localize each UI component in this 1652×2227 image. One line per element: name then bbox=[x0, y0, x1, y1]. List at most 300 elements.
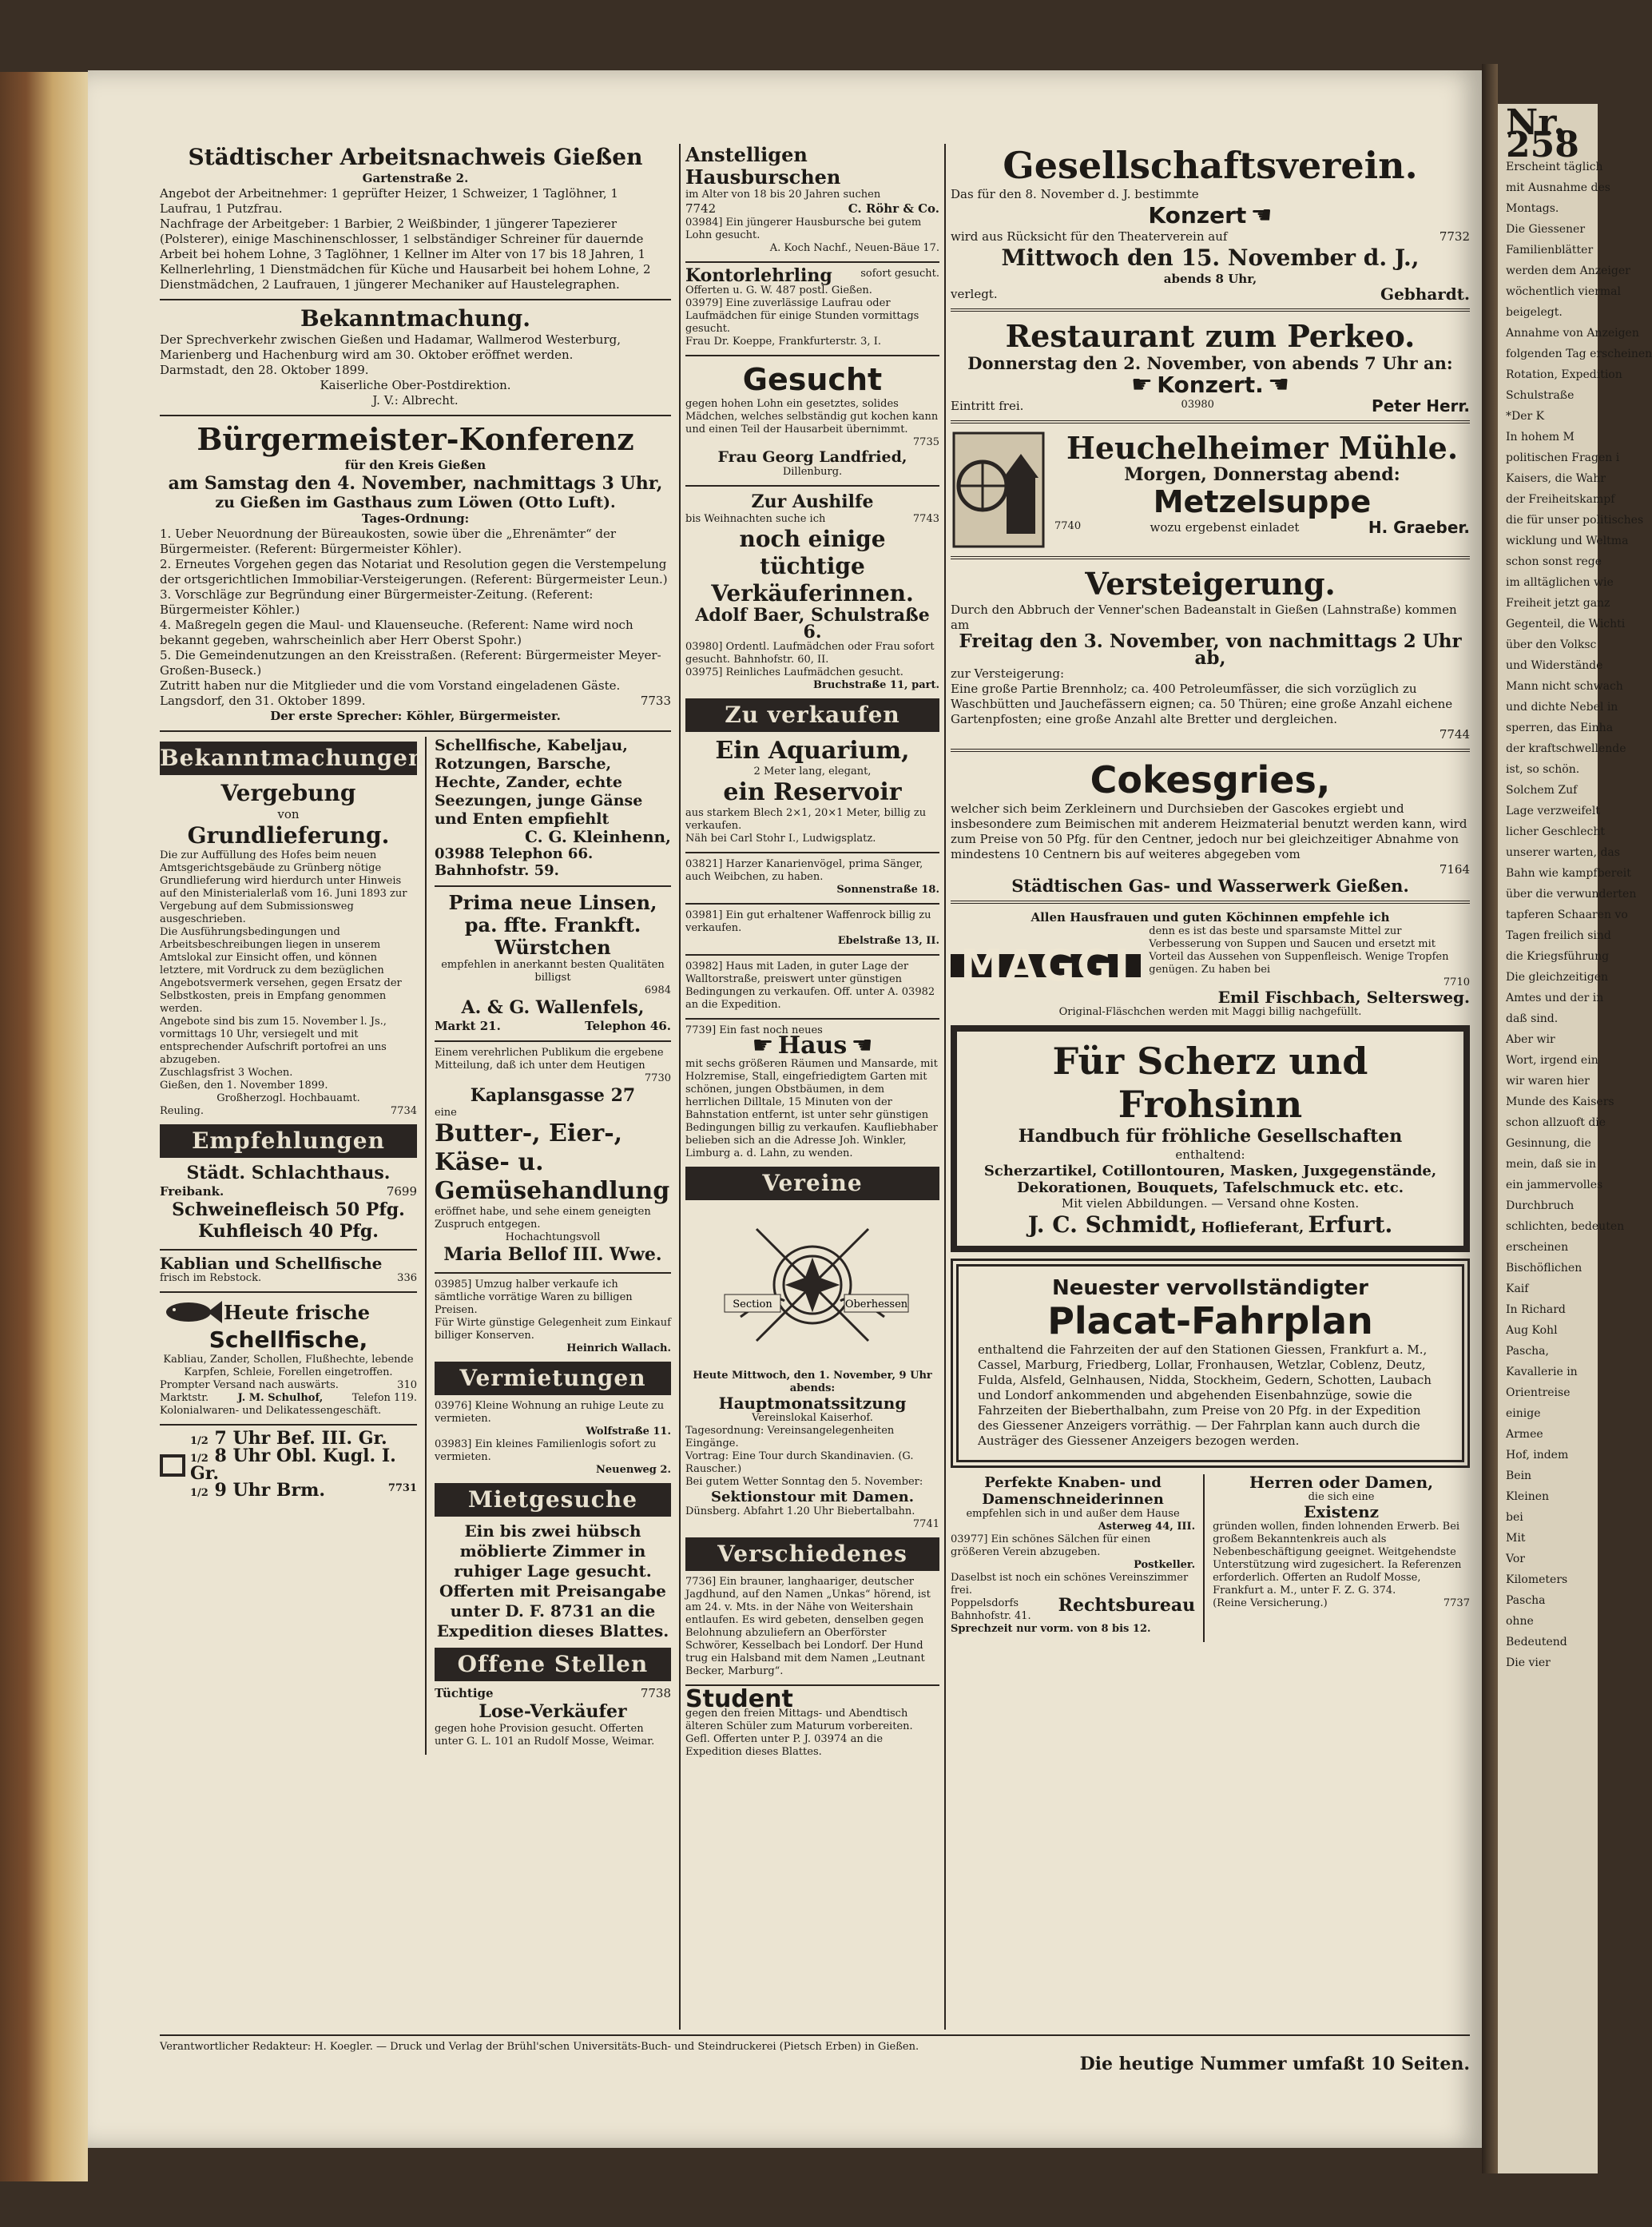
ad-text: Dünsberg. Abfahrt 1.20 Uhr Biebertalbahn. bbox=[685, 1505, 915, 1517]
agenda-item: 3. Vorschläge zur Begründung einer Bürgermeister-Zeitung. (Referent: Bürgermeister Köhler.) bbox=[160, 587, 594, 617]
ad-text: Kabliau, Zander, Schollen, Flußhechte, lebende Karpfen, Schleie, Forellen eingetroffen. bbox=[163, 1354, 414, 1378]
ad-text: Vereinslokal Kaiserhof. bbox=[752, 1412, 873, 1424]
ad-text: sofort gesucht. bbox=[860, 268, 939, 280]
ad-addr: Wolfstraße 11. bbox=[586, 1426, 671, 1438]
notice-text: Zutritt haben nur die Mitglieder und die vom Vorstand eingeladenen Gäste. bbox=[160, 678, 621, 693]
ad-text: Eine große Partie Brennholz; ca. 400 Petroleumfässer, die sich vorzüglich zu Waschbütten und Jauchefässern eignen; ca. 50 Thüren; eine große Anzahl eichene Gartenpfosten; eine große Anzahl alte Bretter und dergleichen. bbox=[951, 682, 1453, 726]
next-page-line: Mann nicht schwach bbox=[1506, 680, 1623, 693]
ad-title: Restaurant zum Perkeo. bbox=[1005, 318, 1416, 354]
ad-text: wird aus Rücksicht für den Theaterverein auf bbox=[951, 229, 1228, 244]
ad-text: frisch im Rebstock. bbox=[160, 1272, 262, 1284]
ad-text: 03980] Ordentl. Laufmädchen oder Frau sofort gesucht. Bahnhofstr. 60, II. bbox=[685, 641, 935, 666]
ad-addr: Asterweg 44, III. bbox=[1098, 1521, 1196, 1533]
ad-text: 03983] Ein kleines Familienlogis sofort zu vermieten. bbox=[434, 1438, 657, 1463]
next-page-line: Armee bbox=[1506, 1428, 1543, 1441]
ad-text: Morgen, Donnerstag abend: bbox=[1124, 464, 1400, 485]
ad-text: 7736] Ein brauner, langhaariger, deutscher Jagdhund, auf den Namen „Unkas“ hörend, ist am 24. v. Mts. in der Nähe von Weitershain entlaufen. Es wird gebeten, denselben gegen Belohnung abzuliefern an Oberförster Schwörer, Kesselbach bei Londorf. Der Hund trug ein Halsband mit dem Namen „Leutnant Becker, Marburg“. bbox=[685, 1576, 931, 1677]
ad-text: 03985] Umzug halber verkaufe ich sämtliche vorrätige Waren zu billigen Preisen. bbox=[434, 1279, 633, 1316]
notice-office: Kaiserliche Ober-Postdirektion. bbox=[320, 378, 511, 392]
ad-sign: Gebhardt. bbox=[1380, 284, 1470, 304]
next-page-line: tapferen Schaaren vo bbox=[1506, 909, 1628, 921]
ad-title: Schellfische, bbox=[208, 1326, 368, 1353]
ad-text: eröffnet habe, und sehe einem geneigten Zuspruch entgegen. bbox=[434, 1206, 651, 1231]
ad-title: Städtischer Arbeitsnachweis Gießen bbox=[188, 144, 643, 170]
ad-heuchelheim bbox=[951, 430, 1470, 550]
ad-text: Allen Hausfrauen und guten Köchinnen empfehle ich bbox=[1031, 910, 1390, 925]
ad-text: 03975] Reinliches Laufmädchen gesucht. bbox=[685, 666, 903, 678]
ad-title: Zur Aushilfe bbox=[751, 491, 874, 512]
ad-text: Heute Mittwoch, den 1. November, 9 Uhr abends: bbox=[693, 1370, 932, 1394]
ad-alpenverein bbox=[685, 1205, 939, 1531]
ad-text: eine bbox=[434, 1107, 457, 1119]
ad-firm: Frau Georg Landfried, bbox=[717, 448, 907, 466]
ad-text: empfehlen in anerkannt besten Qualitäten billigst bbox=[441, 959, 665, 984]
next-page-line: werden dem Anzeiger bbox=[1506, 264, 1630, 277]
ad-text: Angebot der Arbeitnehmer: 1 geprüfter Heizer, 1 Schweizer, 1 Taglöhner, 1 Laufrau, 1 Putzfrau. bbox=[160, 186, 618, 216]
ad-harzer bbox=[685, 858, 939, 897]
square-icon bbox=[160, 1454, 185, 1477]
subcolumn-left bbox=[160, 737, 426, 1755]
ad-sign: Peter Herr. bbox=[1372, 396, 1470, 416]
next-page-line: mein, daß sie in bbox=[1506, 1158, 1596, 1171]
next-page-line: *Der K bbox=[1506, 410, 1545, 423]
ad-number: 7730 bbox=[644, 1072, 671, 1084]
ad-number: 7744 bbox=[1439, 727, 1470, 742]
ad-title: Rechtsbureau bbox=[1058, 1595, 1196, 1616]
next-page-line: ohne bbox=[1506, 1615, 1534, 1628]
ad-number: 7734 bbox=[390, 1105, 417, 1117]
next-page-line: Die vier bbox=[1506, 1656, 1551, 1669]
ad-kabliau bbox=[160, 1255, 417, 1285]
ad-number: 7735 bbox=[912, 436, 939, 448]
ad-text: 2 Meter lang, elegant, bbox=[753, 766, 872, 777]
ad-text: 03979] Eine zuverlässige Laufrau oder Laufmädchen für einige Stunden vormittags gesucht. bbox=[685, 297, 919, 335]
next-page-line: Solchem Zuf bbox=[1506, 784, 1578, 797]
ad-text: Marktstr. bbox=[160, 1392, 209, 1404]
next-page-line: bei bbox=[1506, 1511, 1523, 1524]
ad-text: 9 Uhr Brm. bbox=[214, 1480, 326, 1501]
ad-text: empfehlen sich in und außer dem Hause bbox=[966, 1508, 1180, 1520]
notice-title: Bürgermeister-Konferenz bbox=[197, 421, 634, 457]
ad-title: Gesellschaftsverein. bbox=[1003, 144, 1418, 187]
ad-text: im Alter von 18 bis 20 Jahren suchen bbox=[685, 189, 881, 201]
ad-firm: Adolf Baer, Schulstraße 6. bbox=[695, 605, 930, 642]
notice-text: Zuschlagsfrist 3 Wochen. bbox=[160, 1067, 293, 1079]
ad-text: abends 8 Uhr, bbox=[1163, 272, 1257, 286]
ad-vermietungen bbox=[435, 1400, 671, 1477]
ad-schellfische bbox=[160, 1298, 417, 1418]
ad-text: Kolonialwaren- und Delikatessengeschäft. bbox=[160, 1405, 382, 1417]
ad-title: Ein Aquarium, bbox=[715, 737, 910, 765]
ad-addr: Ebelstraße 13, II. bbox=[837, 935, 939, 947]
ad-title: Butter-, Eier-, Käse- u. Gemüsehandlung bbox=[434, 1119, 670, 1205]
next-page bbox=[1498, 102, 1652, 2173]
ad-text: 7 Uhr Bef. III. Gr. bbox=[214, 1428, 387, 1449]
ad-text: 03977] Ein schönes Sälchen für einen größeren Verein abzugeben. bbox=[951, 1533, 1151, 1558]
next-page-line: Orientreise bbox=[1506, 1386, 1571, 1399]
ad-firm: C. Röhr & Co. bbox=[848, 201, 939, 216]
ad-text: Einem verehrlichen Publikum die ergebene Mitteilung, daß ich unter dem Heutigen bbox=[434, 1047, 664, 1072]
ad-jagdhund bbox=[685, 1576, 939, 1678]
ad-title: Haus bbox=[777, 1032, 848, 1060]
ad-title: Sektionstour mit Damen. bbox=[710, 1489, 915, 1505]
ad-text: Hochachtungsvoll bbox=[505, 1231, 601, 1243]
ad-text: verlegt. bbox=[951, 287, 998, 301]
notice-date: Darmstadt, den 28. Oktober 1899. bbox=[160, 363, 369, 377]
agenda-item: 2. Erneutes Vorgehen gegen das Notariat und Resolution gegen die Verstempelung der ortsgerichtlichen Immobiliar-Versteigerungen. (Referent: Bürgermeister Leun.) bbox=[160, 557, 668, 587]
ad-firm: A. & G. Wallenfels, bbox=[461, 997, 645, 1018]
section-banner: Zu verkaufen bbox=[685, 698, 939, 732]
ad-text: 03821] Harzer Kanarienvögel, prima Sänger, auch Weibchen, zu haben. bbox=[685, 858, 923, 883]
ad-title: Student bbox=[685, 1685, 793, 1713]
ad-text: Durch den Abbruch der Venner'schen Badeanstalt in Gießen (Lahnstraße) kommen am bbox=[951, 602, 1457, 632]
ad-number: 7733 bbox=[640, 694, 671, 708]
next-page-line: Aug Kohl bbox=[1506, 1324, 1558, 1337]
next-page-line: Bahn wie kampfbereit bbox=[1506, 867, 1631, 880]
ad-number: 7737 bbox=[1443, 1597, 1470, 1609]
next-page-line: die für unser politisches bbox=[1506, 514, 1644, 527]
notice-subtitle: Grundlieferung. bbox=[187, 822, 390, 849]
ad-text: 1/2 bbox=[190, 1487, 208, 1499]
section-banner: Verschiedenes bbox=[685, 1537, 939, 1571]
next-page-line: und Widerstände bbox=[1506, 659, 1603, 672]
ad-title: Heuchelheimer Mühle. bbox=[1066, 430, 1459, 466]
ad-number: 7732 bbox=[1439, 229, 1470, 244]
page-count: Die heutige Nummer umfaßt 10 Seiten. bbox=[1079, 2054, 1470, 2074]
next-page-line: schon allzuoft die bbox=[1506, 1116, 1606, 1129]
ad-number: 7741 bbox=[912, 1518, 939, 1530]
ad-text: zur Versteigerung: bbox=[951, 666, 1065, 681]
ad-title: Kablian und Schellfische bbox=[160, 1254, 383, 1273]
ad-text: denn es ist das beste und sparsamste Mittel zur Verbesserung von Suppen und Saucen und ersetzt mit Vorteil das Aussehen von Suppenfleisch. Wenige Tropfen genügen. Zu haben bei bbox=[1149, 925, 1449, 976]
next-page-line: erscheinen bbox=[1506, 1241, 1569, 1254]
fish-icon bbox=[160, 1298, 224, 1326]
next-page-line: unserer warten, das bbox=[1506, 846, 1620, 859]
next-page-line: politischen Fragen i bbox=[1506, 451, 1620, 464]
next-page-line: Tagen freilich sind bbox=[1506, 929, 1611, 942]
ad-firm: Emil Fischbach, Seltersweg. bbox=[1217, 988, 1470, 1007]
notice-office: Großherzogl. Hochbauamt. bbox=[216, 1092, 360, 1104]
ad-text: Hoflieferant, bbox=[1201, 1219, 1305, 1236]
ad-mietgesuch: Ein bis zwei hübsch möblierte Zimmer in ruhiger Lage gesucht. Offerten mit Preisangabe unter D. F. 8731 an die Expedition dieses Blattes. bbox=[436, 1521, 669, 1640]
next-page-line: Die Giessener bbox=[1506, 223, 1586, 236]
ad-title: Cokesgries, bbox=[1090, 758, 1331, 801]
next-page-line: ein jammervolles bbox=[1506, 1179, 1603, 1191]
notice-place: zu Gießen im Gasthaus zum Löwen (Otto Luft). bbox=[215, 494, 616, 511]
pointing-hand-icon: ☚ bbox=[851, 1032, 873, 1060]
next-page-line: die Kriegsführung bbox=[1506, 950, 1610, 963]
section-banner: Mietgesuche bbox=[435, 1483, 671, 1517]
ad-text: Vortrag: Eine Tour durch Skandinavien. (G. Rauscher.) bbox=[685, 1450, 914, 1475]
ad-text: Gefl. Offerten unter P. J. 03974 an die Expedition dieses Blattes. bbox=[685, 1733, 884, 1758]
next-page-line: der Freiheitskampf bbox=[1506, 493, 1615, 506]
ad-addr: Näh bei Carl Stohr I., Ludwigsplatz. bbox=[685, 833, 876, 845]
mill-illustration-icon bbox=[951, 430, 1046, 550]
ad-text: enthaltend die Fahrzeiten der auf den Stationen Giessen, Frankfurt a. M., Cassel, Marburg, Friedberg, Lollar, Fronhausen, Wetzlar, Coblenz, Deutz, Fulda, Alsfeld, Gelnhausen, Nidda, Stockheim, Gedern, Schotten, Laubach und Londorf ankommenden und abgehenden Eisenbahnzüge, sowie die Fahrzeiten der Bieberthalbahn, zum Preise von 20 Pfg. in der Expedition des Giessener Anzeigers vorräthig. — Der Fahrplan kann auch durch die Austräger des Giessener Anzeigers bezogen werden. bbox=[978, 1342, 1432, 1448]
ad-number: 7731 bbox=[387, 1482, 417, 1494]
pointing-hand-icon: ☚ bbox=[1268, 371, 1290, 399]
ad-hausburschen bbox=[685, 144, 939, 255]
ad-title: Schellfische, Kabeljau, Rotzungen, Barsche, Hechte, Zander, echte Seezungen, junge Gänse und Enten empfiehlt bbox=[434, 737, 643, 828]
ad-number: 7742 bbox=[685, 201, 717, 216]
section-banner: Empfehlungen bbox=[160, 1124, 417, 1158]
next-page-line: Familienblätter bbox=[1506, 244, 1594, 257]
column-1 bbox=[160, 144, 671, 1755]
next-page-line: Annahme von Anzeigen bbox=[1506, 327, 1639, 340]
ad-title: Herren oder Damen, bbox=[1249, 1473, 1434, 1492]
next-page-line: Kavallerie in bbox=[1506, 1366, 1578, 1378]
next-page-line: und dichte Nebel in bbox=[1506, 701, 1618, 714]
next-page-line: licher Geschlecht bbox=[1506, 825, 1605, 838]
next-page-content bbox=[1498, 102, 1652, 1681]
ad-firm: J. M. Schulhof, bbox=[237, 1392, 324, 1404]
ad-price: Schweinefleisch 50 Pfg. bbox=[172, 1199, 405, 1220]
ad-kontorlehrling bbox=[685, 265, 939, 348]
ad-text: gegen hohen Lohn ein gesetztes, solides Mädchen, welches selbständig gut kochen kann und einen Teil der Hausarbeit übernimmt. bbox=[685, 398, 939, 435]
pointing-hand-icon: ☛ bbox=[752, 1032, 774, 1060]
next-page-line: Bischöflichen bbox=[1506, 1262, 1583, 1275]
next-page-line: Rotation, Expedition bbox=[1506, 368, 1622, 381]
next-page-number: Nr. 258 bbox=[1506, 102, 1579, 165]
ad-text: gegen hohe Provision gesucht. Offerten unter G. L. 101 an Rudolf Mosse, Weimar. bbox=[434, 1723, 655, 1748]
ad-existenz bbox=[1213, 1474, 1470, 1610]
ad-title: Perfekte Knaben- und Damenschneiderinnen bbox=[982, 1474, 1164, 1508]
ad-text: Offerten u. G. W. 487 postl. Gießen. bbox=[685, 284, 872, 296]
ad-text: 8 Uhr Obl. Kugl. I. Gr. bbox=[190, 1446, 396, 1484]
ad-sign: H. Graeber. bbox=[1368, 518, 1470, 537]
ad-text: Daselbst ist noch ein schönes Vereinszimmer frei. bbox=[951, 1572, 1189, 1597]
section-banner: Bekanntmachungen bbox=[160, 742, 417, 775]
next-page-line: Pascha bbox=[1506, 1594, 1546, 1607]
subcolumn-right bbox=[435, 737, 671, 1755]
ad-text: Markt 21. bbox=[434, 1019, 501, 1033]
ad-text: bis Weihnachten suche ich bbox=[685, 513, 826, 525]
next-page-line: Kilometers bbox=[1506, 1573, 1568, 1586]
next-page-line: beigelegt. bbox=[1506, 306, 1563, 319]
next-page-lines bbox=[1506, 157, 1652, 1673]
next-page-line: Erscheint täglich bbox=[1506, 161, 1603, 173]
ad-text: Für Wirte günstige Gelegenheit zum Einkauf billiger Konserven. bbox=[434, 1317, 671, 1342]
ad-perkeo bbox=[951, 318, 1470, 414]
ad-versteigerung bbox=[951, 566, 1470, 742]
ad-addr: Bruchstraße 11, part. bbox=[813, 679, 939, 691]
next-page-line: Die gleichzeitigen bbox=[1506, 971, 1609, 984]
ad-arbeitsnachweis bbox=[160, 144, 671, 292]
ad-title: Prima neue Linsen, pa. ffte. Frankft. Würstchen bbox=[448, 891, 657, 959]
section-banner: Offene Stellen bbox=[435, 1648, 671, 1681]
ad-text: Tüchtige bbox=[434, 1686, 494, 1700]
book-edge bbox=[0, 72, 88, 2181]
next-page-line: Kleinen bbox=[1506, 1490, 1550, 1503]
ad-number: 7710 bbox=[1443, 976, 1470, 988]
next-page-line: In Richard bbox=[1506, 1303, 1566, 1316]
column-rule bbox=[425, 737, 427, 1755]
ad-text: gegen den freien Mittags- und Abendtisch älteren Schüler zum Maturum vorbereiten. bbox=[685, 1708, 913, 1732]
ad-sign: Städtischen Gas- und Wasserwerk Gießen. bbox=[1011, 876, 1409, 896]
next-page-line: wir waren hier bbox=[1506, 1075, 1590, 1088]
next-page-line: Gesinnung, die bbox=[1506, 1137, 1591, 1150]
ad-offene-stellen bbox=[435, 1686, 671, 1748]
ad-text: Scherzartikel, Cotillontouren, Masken, Juxgegenstände, Dekorationen, Bouquets, Tafelschmuck etc. etc. bbox=[983, 1163, 1437, 1196]
ad-haus bbox=[685, 1024, 939, 1160]
ad-text: Dillenburg. bbox=[782, 466, 843, 478]
ad-text: Prompter Versand nach auswärts. bbox=[160, 1379, 339, 1391]
ad-text: Telephon 46. bbox=[585, 1019, 671, 1033]
book-gutter bbox=[1482, 64, 1498, 2173]
column-rule bbox=[1203, 1474, 1205, 1642]
next-page-line: Kaif bbox=[1506, 1283, 1529, 1295]
next-page-line: wicklung und Weltma bbox=[1506, 535, 1629, 547]
ad-text: 03988 Telephon 66. Bahnhofstr. 59. bbox=[434, 845, 594, 879]
ad-subtitle: Neuester vervollständigter bbox=[1052, 1276, 1368, 1300]
ad-title: Heute frische bbox=[224, 1300, 371, 1324]
ad-subtitle: Handbuch für fröhliche Gesellschaften bbox=[1018, 1126, 1403, 1147]
next-page-line: Gegenteil, die Wichti bbox=[1506, 618, 1626, 630]
ad-text: Original-Fläschchen werden mit Maggi billig nachgefüllt. bbox=[1058, 1006, 1362, 1018]
emblem-label: Section bbox=[733, 1298, 772, 1310]
ad-text: wozu ergebenst einladet bbox=[1150, 520, 1300, 535]
ad-text: 03981] Ein gut erhaltener Waffenrock billig zu verkaufen. bbox=[685, 909, 931, 934]
ad-text: Eintritt frei. bbox=[951, 399, 1024, 413]
next-page-line: folgenden Tag erscheinen bbox=[1506, 348, 1652, 360]
notice-text: Die Ausführungsbedingungen und Arbeitsbeschreibungen liegen in unserem Amtslokal zur Einsicht offen, und können letztere, mit Vordruck zu dem bezüglichen Angebotsvermerk versehen, gegen Ersatz der Selbstkosten, preis in Empfang genommen werden. bbox=[160, 926, 402, 1015]
agenda-item: 1. Ueber Neuordnung der Büreaukosten, sowie über die „Ehrenämter“ der Bürgermeister. (Referent: Bürgermeister Köhler). bbox=[160, 527, 617, 556]
next-page-line: ist, so schön. bbox=[1506, 763, 1580, 776]
ad-title: Versteigerung. bbox=[1085, 566, 1336, 602]
ad-text: Tagesordnung: Vereinsangelegenheiten Eingänge. bbox=[685, 1425, 895, 1450]
maggi-logo: MAGGI bbox=[951, 954, 1141, 977]
next-page-line: In hohem M bbox=[1506, 431, 1575, 443]
ad-text: enthaltend: bbox=[1175, 1147, 1245, 1162]
ad-subtitle: Gartenstraße 2. bbox=[362, 171, 469, 185]
ad-text: mit sechs größeren Räumen und Mansarde, mit Holzremise, Stall, eingefriedigtem Garten mit schönen, jungen Obstbäumen, in dem herrlichen Dilltale, 15 Minuten von der Bahnstation entfernt, ist unter sehr günstigen Bedingungen billig zu verkaufen. Kaufliebhaber belieben sich an die Adresse Joh. Winkler, Limburg a. d. Lahn, zu wenden. bbox=[685, 1058, 938, 1159]
ad-addr: Neuenweg 2. bbox=[596, 1464, 671, 1476]
ad-title: Placat-Fahrplan bbox=[1047, 1299, 1373, 1342]
ad-title: Gesucht bbox=[742, 362, 883, 397]
ad-title: Anstelligen Hausburschen bbox=[685, 143, 841, 189]
ad-placat-fahrplan bbox=[951, 1259, 1470, 1468]
notice-date: Gießen, den 1. November 1899. bbox=[160, 1080, 328, 1092]
notice-agenda-heading: Tages-Ordnung: bbox=[361, 511, 470, 526]
notice-text: Der Sprechverkehr zwischen Gießen und Hadamar, Wallmerod Westerburg, Marienberg und Hachenburg wird am 30. Oktober eröffnet werden. bbox=[160, 332, 621, 362]
column-3 bbox=[951, 144, 1470, 1642]
ad-text: Bei gutem Wetter Sonntag den 5. November: bbox=[685, 1476, 923, 1488]
ad-firm: J. C. Schmidt, bbox=[1027, 1211, 1197, 1238]
notice-date: am Samstag den 4. November, nachmittags 3 Uhr, bbox=[168, 473, 663, 494]
next-page-line: Pascha, bbox=[1506, 1345, 1549, 1358]
next-page-line: Wort, irgend ein bbox=[1506, 1054, 1598, 1067]
ad-number: 6984 bbox=[644, 984, 671, 996]
ad-date: Donnerstag den 2. November, von abends 7 Uhr an: bbox=[967, 353, 1453, 373]
ad-schneiderinnen bbox=[951, 1474, 1195, 1636]
ad-number: 7740 bbox=[1054, 520, 1082, 532]
ad-scherz-frohsinn bbox=[951, 1025, 1470, 1252]
page-footer bbox=[160, 2030, 1470, 2074]
ad-title: Lose-Verkäufer bbox=[479, 1701, 627, 1722]
ad-text: 03984] Ein jüngerer Hausbursche bei gutem Lohn gesucht. bbox=[685, 217, 922, 241]
next-page-line: schon sonst rege bbox=[1506, 555, 1602, 568]
ad-date: Mittwoch den 15. November d. J., bbox=[1001, 245, 1420, 271]
ad-sign: Maria Bellof III. Wwe. bbox=[443, 1244, 662, 1265]
ad-title: Städt. Schlachthaus. bbox=[186, 1163, 391, 1183]
ad-title: Kontorlehrling bbox=[685, 265, 832, 286]
ad-number: 7743 bbox=[912, 513, 939, 525]
notice-text: Die zur Auffüllung des Hofes beim neuen Amtsgerichtsgebäude zu Grünberg nötige Grundlieferung wird hierdurch unter Hinweis auf den Ministerialerlaß vom 16. Juni 1893 zur Vergebung auf dem Submissionsweg ausgeschrieben. bbox=[160, 849, 407, 925]
ad-kaplansgasse bbox=[435, 1047, 671, 1266]
next-page-line: Schulstraße bbox=[1506, 389, 1575, 402]
next-page-line: über den Volksc bbox=[1506, 638, 1597, 651]
ad-gesucht bbox=[685, 361, 939, 479]
ad-text: 1/2 bbox=[190, 1435, 208, 1447]
ad-text: Erfurt. bbox=[1308, 1211, 1393, 1238]
notice-title: Vergebung bbox=[220, 780, 356, 806]
ad-firm: Postkeller. bbox=[1134, 1559, 1196, 1571]
next-page-line: über die verwunderten bbox=[1506, 888, 1637, 901]
notice-sign: Der erste Sprecher: Köhler, Bürgermeister. bbox=[270, 709, 561, 723]
alpenverein-emblem-icon bbox=[709, 1205, 916, 1365]
ad-title: Für Scherz und Frohsinn bbox=[1052, 1040, 1368, 1126]
next-page-line: schlichten, bedeuten bbox=[1506, 1220, 1625, 1233]
next-page-line: Munde des Kaisers bbox=[1506, 1096, 1614, 1108]
next-page-line: sperren, das Einha bbox=[1506, 722, 1614, 734]
next-page-line: Hof, indem bbox=[1506, 1449, 1569, 1461]
ad-title: Konzert bbox=[1148, 202, 1247, 229]
ad-number: 7164 bbox=[1439, 862, 1470, 877]
ad-number: 03980 bbox=[1181, 399, 1214, 411]
ad-schlachthaus bbox=[160, 1163, 417, 1243]
notice-date: Langsdorf, den 31. Oktober 1899. bbox=[160, 694, 366, 708]
next-page-line: Mit bbox=[1506, 1532, 1526, 1545]
next-page-line: Amtes und der in bbox=[1506, 992, 1604, 1004]
next-page-line: wöchentlich viermal bbox=[1506, 285, 1621, 298]
ad-sign: Heinrich Wallach. bbox=[566, 1342, 671, 1354]
ad-title: Konzert. bbox=[1157, 372, 1264, 398]
ad-firm: Frau Dr. Koeppe, Frankfurterstr. 3, I. bbox=[685, 336, 881, 348]
ad-text: Mit vielen Abbildungen. — Versand ohne Kosten. bbox=[1061, 1196, 1360, 1211]
ad-date: Freitag den 3. November, von nachmittags 2 Uhr ab, bbox=[959, 630, 1462, 669]
ad-haus-laden: 03982] Haus mit Laden, in guter Lage der Walltorstraße, preiswert unter günstigen Bedingungen zu verkaufen. Off. unter A. 03982 an die Expedition. bbox=[685, 960, 935, 1011]
ad-number: 7699 bbox=[386, 1184, 417, 1199]
ad-text: welcher sich beim Zerkleinern und Durchsieben der Gascokes ergiebt und insbesondere zum Beimischen mit anderem Heizmaterial benutzt werden kann, wird zum Preise von 50 Pfg. für den Centner, jedoch nur bei gleichzeitiger Abnahme von mindestens 10 Centnern bis auf weiteres abgegeben vom bbox=[951, 801, 1467, 861]
subcolumn-left bbox=[951, 1474, 1195, 1642]
next-page-line: im alltäglichen wie bbox=[1506, 576, 1614, 589]
notice-bekanntmachung bbox=[160, 305, 671, 408]
next-page-line: daß sind. bbox=[1506, 1012, 1559, 1025]
next-page-line: Aber wir bbox=[1506, 1033, 1555, 1046]
ad-text: gründen wollen, finden lohnenden Erwerb. Bei großem Bekanntenkreis auch als Nebenbeschäftigung geeignet. Weitgehendste Unterstützung wird zugesichert. Ia Referenzen erforderlich. Offerten an Rudolf Mosse, Frankfurt a. M., unter F. Z. G. 374. bbox=[1213, 1521, 1462, 1597]
ad-number: 310 bbox=[397, 1379, 417, 1391]
notice-text: von bbox=[277, 807, 300, 821]
ad-text: (Reine Versicherung.) bbox=[1213, 1597, 1328, 1609]
ad-fische-kleinhenn bbox=[435, 737, 671, 879]
ad-aushilfe bbox=[685, 491, 939, 692]
next-page-line: Bein bbox=[1506, 1469, 1532, 1482]
ad-price: Kuhfleisch 40 Pfg. bbox=[198, 1221, 379, 1242]
ad-linsen bbox=[435, 892, 671, 1034]
pointing-hand-icon: ☛ bbox=[1130, 371, 1153, 399]
next-page-line: Durchbruch bbox=[1506, 1199, 1575, 1212]
column-rule bbox=[944, 144, 946, 2030]
ad-subtitle: Freibank. bbox=[160, 1184, 224, 1199]
notice-vergebung bbox=[160, 780, 417, 1118]
ad-title: noch einige tüchtige Verkäuferinnen. bbox=[711, 526, 914, 606]
subcolumn-right bbox=[1213, 1474, 1470, 1642]
emblem-label: Oberhessen bbox=[844, 1298, 908, 1310]
ad-text: Telefon 119. bbox=[351, 1392, 417, 1404]
ad-title: Metzelsuppe bbox=[1153, 484, 1372, 519]
notice-title: Bekanntmachung. bbox=[300, 305, 530, 332]
imprint: Verantwortlicher Redakteur: H. Koegler. — Druck und Verlag der Brühl'schen Universitäts-Buch- und Steindruckerei (Pietsch Erben) in Gießen. bbox=[160, 2041, 919, 2053]
